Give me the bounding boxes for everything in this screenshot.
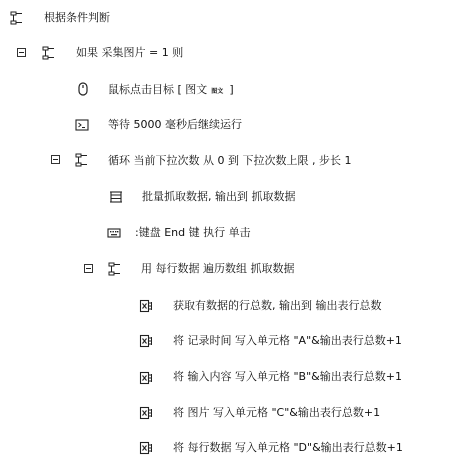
terminal-icon bbox=[75, 118, 89, 132]
tree-node-write-d-label[interactable]: 将 每行数据 写入单元格 "D"&输出表行总数+1 bbox=[173, 441, 403, 454]
tree-node-write-c-label[interactable]: 将 图片 写入单元格 "C"&输出表行总数+1 bbox=[173, 406, 381, 419]
click-target-tag: 图文 bbox=[211, 87, 224, 95]
table-icon bbox=[109, 190, 123, 204]
click-label-main: 鼠标点击目标 [ 图文 bbox=[108, 83, 208, 96]
tree-node-count-label[interactable]: 获取有数据的行总数, 输出到 输出表行总数 bbox=[173, 299, 382, 312]
tree-node-click-label[interactable] bbox=[108, 81, 234, 97]
tree-node-loop-label[interactable]: 循环 当前下拉次数 从 0 到 下拉次数上限 , 步长 1 bbox=[108, 154, 352, 167]
excel-icon bbox=[139, 406, 153, 420]
tree-node-root-label[interactable]: 根据条件判断 bbox=[44, 11, 110, 24]
tree-node-if-label[interactable]: 如果 采集图片 = 1 则 bbox=[76, 46, 184, 59]
excel-icon bbox=[139, 441, 153, 455]
tree-node-key-label[interactable]: :键盘 End 键 执行 单击 bbox=[135, 226, 251, 239]
keyboard-icon bbox=[107, 226, 121, 240]
collapse-toggle[interactable] bbox=[51, 155, 60, 164]
tree-node-write-a-label[interactable]: 将 记录时间 写入单元格 "A"&输出表行总数+1 bbox=[173, 334, 402, 347]
tree-node-batch-label[interactable]: 批量抓取数据, 输出到 抓取数据 bbox=[142, 190, 296, 203]
collapse-toggle[interactable] bbox=[17, 48, 26, 57]
tree-node-foreach-label[interactable]: 用 每行数据 遍历数组 抓取数据 bbox=[141, 262, 295, 275]
excel-icon bbox=[139, 334, 153, 348]
branch-icon bbox=[75, 153, 89, 167]
mouse-icon bbox=[76, 82, 90, 96]
tree-node-wait-label[interactable]: 等待 5000 毫秒后继续运行 bbox=[108, 118, 242, 131]
tree-node-write-b-label[interactable]: 将 输入内容 写入单元格 "B"&输出表行总数+1 bbox=[173, 370, 402, 383]
branch-icon bbox=[10, 11, 24, 25]
branch-icon bbox=[42, 46, 56, 60]
excel-icon bbox=[139, 299, 153, 313]
click-label-end: ] bbox=[229, 83, 234, 96]
excel-icon bbox=[139, 371, 153, 385]
collapse-toggle[interactable] bbox=[84, 264, 93, 273]
branch-icon bbox=[108, 262, 122, 276]
